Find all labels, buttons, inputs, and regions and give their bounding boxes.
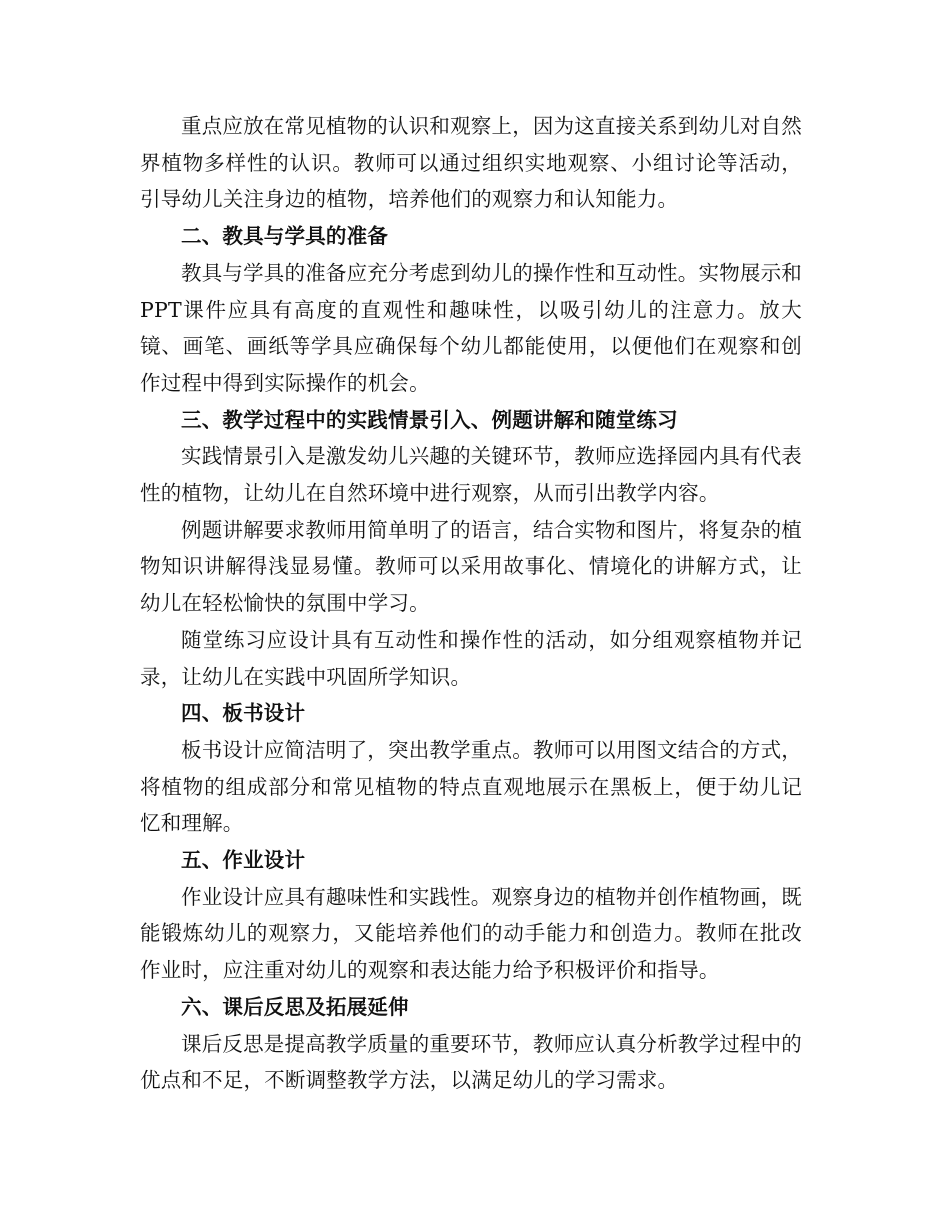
intro-paragraph: 重点应放在常见植物的认识和观察上，因为这直接关系到幼儿对自然界植物多样性的认识。教师可以通过组织实地观察、小组讨论等活动，引导幼儿关注身边的植物，培养他们的观察力和认知能力。: [140, 114, 802, 212]
section-heading-teaching-aids: 二、教具与学具的准备: [181, 224, 388, 249]
section-heading-teaching-process: 三、教学过程中的实践情景引入、例题讲解和随堂练习: [181, 407, 678, 432]
class-exercise-paragraph: 随堂练习应设计具有互动性和操作性的活动，如分组观察植物并记录，让幼儿在实践中巩固所学知识。: [140, 627, 802, 689]
section-heading-homework-design: 五、作业设计: [181, 848, 306, 873]
reflection-paragraph: 课后反思是提高教学质量的重要环节，教师应认真分析教学过程中的优点和不足，不断调整教学方法，以满足幼儿的学习需求。: [140, 1031, 802, 1093]
section-heading-board-design: 四、板书设计: [181, 701, 306, 726]
teaching-aids-paragraph: 教具与学具的准备应充分考虑到幼儿的操作性和互动性。实物展示和PPT课件应具有高度的直观性和趣味性，以吸引幼儿的注意力。放大镜、画笔、画纸等学具应确保每个幼儿都能使用，以便他们在观察和创作过程中得到实际操作的机会。: [140, 260, 802, 395]
example-explanation-paragraph: 例题讲解要求教师用简单明了的语言，结合实物和图片，将复杂的植物知识讲解得浅显易懂。教师可以采用故事化、情境化的讲解方式，让幼儿在轻松愉快的氛围中学习。: [140, 517, 802, 616]
section-heading-reflection: 六、课后反思及拓展延伸: [181, 994, 409, 1019]
practice-intro-paragraph: 实践情景引入是激发幼儿兴趣的关键环节，教师应选择园内具有代表性的植物，让幼儿在自然环境中进行观察，从而引出教学内容。: [140, 444, 802, 506]
document-body: [140, 108, 802, 1099]
homework-design-paragraph: 作业设计应具有趣味性和实践性。观察身边的植物并创作植物画，既能锻炼幼儿的观察力，又能培养他们的动手能力和创造力。教师在批改作业时，应注重对幼儿的观察和表达能力给予积极评价和指导。: [140, 884, 802, 983]
board-design-paragraph: 板书设计应简洁明了，突出教学重点。教师可以用图文结合的方式，将植物的组成部分和常见植物的特点直观地展示在黑板上，便于幼儿记忆和理解。: [140, 737, 802, 836]
